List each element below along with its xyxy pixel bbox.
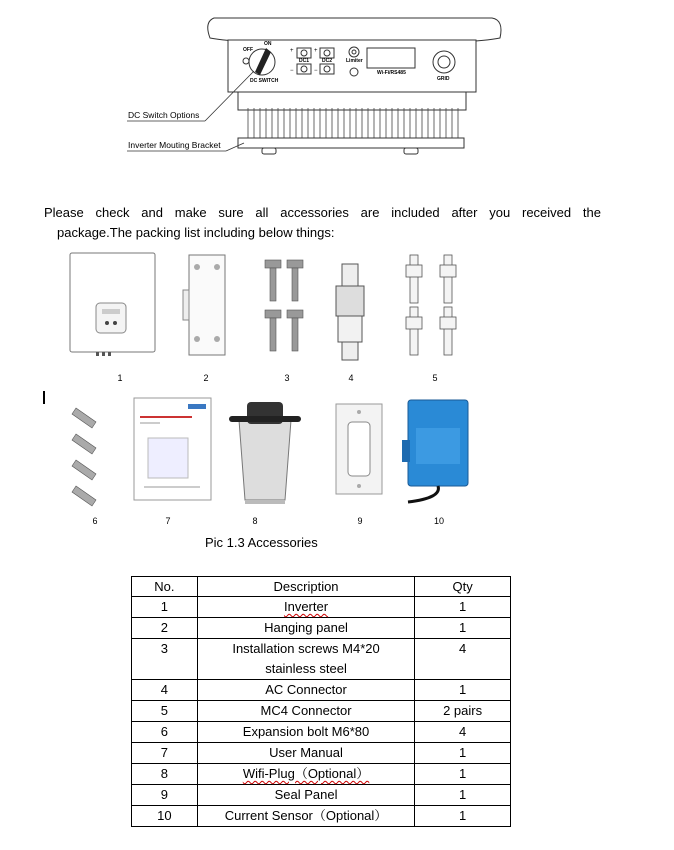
- accessory-number-1: 1: [117, 373, 123, 383]
- inverter-bottom-diagram: [0, 0, 674, 190]
- accessory-7-user-manual-image: [134, 398, 214, 503]
- cell-no: 2: [132, 618, 198, 639]
- accessory-5-mc4-connectors-image: [404, 255, 464, 360]
- accessory-number-5: 5: [432, 373, 438, 383]
- accessory-number-8: 8: [252, 516, 258, 526]
- table-row: [132, 680, 511, 701]
- cell-no: 7: [132, 743, 198, 764]
- intro-line-1: Please check and make sure all accessories are included after you received the: [44, 205, 601, 220]
- table-row: [132, 618, 511, 639]
- cell-description: Hanging panel: [197, 618, 414, 639]
- accessory-3-screws-image: [262, 258, 312, 358]
- table-row: [132, 701, 511, 722]
- cell-description: User Manual: [197, 743, 414, 764]
- switch-off-label: OFF: [243, 47, 253, 53]
- table-row: [132, 785, 511, 806]
- cell-description: MC4 Connector: [197, 701, 414, 722]
- cell-qty: 1: [415, 680, 511, 701]
- table-row: [132, 806, 511, 827]
- accessory-number-4: 4: [348, 373, 354, 383]
- cell-description-line-2: stainless steel: [265, 661, 347, 676]
- accessory-number-2: 2: [203, 373, 209, 383]
- figure-caption: Pic 1.3 Accessories: [205, 535, 318, 550]
- table-row: [132, 597, 511, 618]
- cell-qty: 1: [415, 785, 511, 806]
- accessories-table: [131, 576, 511, 827]
- cell-no: 6: [132, 722, 198, 743]
- text-cursor: [43, 391, 45, 404]
- accessory-2-hanging-panel-image: [183, 255, 233, 360]
- cell-description: Seal Panel: [197, 785, 414, 806]
- table-row: [132, 639, 511, 680]
- dc-switch-label: DC SWITCH: [250, 78, 279, 84]
- table-row: [132, 764, 511, 785]
- bracket-callout: Inverter Mouting Bracket: [128, 140, 221, 150]
- accessory-number-6: 6: [92, 516, 98, 526]
- header-no: No.: [132, 577, 198, 597]
- header-description: Description: [197, 577, 414, 597]
- cell-no: 5: [132, 701, 198, 722]
- dc2-port-label: DC2: [322, 58, 333, 64]
- svg-text:+: +: [290, 48, 294, 54]
- cell-no: 1: [132, 597, 198, 618]
- table-row: [132, 743, 511, 764]
- cell-description-text: Wifi-Plug（Optional）: [242, 766, 370, 781]
- cell-no: 10: [132, 806, 198, 827]
- dc1-port-label: DC1: [299, 58, 310, 64]
- cell-description: AC Connector: [197, 680, 414, 701]
- header-qty: Qty: [415, 577, 511, 597]
- cell-qty: 1: [415, 597, 511, 618]
- cell-no: 8: [132, 764, 198, 785]
- cell-description: Current Sensor（Optional）: [197, 806, 414, 827]
- accessory-4-ac-connector-image: [330, 264, 375, 369]
- cell-no: 3: [132, 639, 198, 680]
- cell-qty: 2 pairs: [415, 701, 511, 722]
- accessory-number-3: 3: [284, 373, 290, 383]
- cell-qty: 1: [415, 806, 511, 827]
- intro-paragraph: [44, 203, 601, 243]
- accessory-8-wifi-plug-image: [225, 400, 305, 510]
- table-header-row: [132, 577, 511, 597]
- cell-qty: 4: [415, 722, 511, 743]
- cell-no: 9: [132, 785, 198, 806]
- cell-no: 4: [132, 680, 198, 701]
- accessory-1-inverter-image: [70, 253, 160, 358]
- intro-line-2: package.The packing list including below things:: [57, 225, 335, 240]
- switch-on-label: ON: [264, 41, 272, 47]
- accessory-10-current-sensor-image: [402, 398, 472, 508]
- cell-description-line-1: Installation screws M4*20: [232, 641, 380, 656]
- accessory-6-expansion-bolts-image: [72, 404, 112, 514]
- svg-text:−: −: [290, 68, 294, 74]
- limiter-port-label: Limiter: [346, 58, 363, 64]
- cell-qty: 1: [415, 618, 511, 639]
- cell-qty: 4: [415, 639, 511, 680]
- cell-qty: 1: [415, 743, 511, 764]
- wifi-port-label: Wi-Fi/RS485: [377, 70, 406, 76]
- accessory-9-seal-panel-image: [336, 404, 386, 499]
- accessory-number-10: 10: [433, 516, 444, 526]
- cell-description-text: Inverter: [283, 599, 329, 614]
- cell-description: [197, 639, 414, 680]
- svg-text:−: −: [314, 68, 318, 74]
- accessory-number-9: 9: [357, 516, 363, 526]
- cell-description: Expansion bolt M6*80: [197, 722, 414, 743]
- table-row: [132, 722, 511, 743]
- accessory-number-7: 7: [165, 516, 171, 526]
- cell-description: [197, 764, 414, 785]
- cell-qty: 1: [415, 764, 511, 785]
- svg-text:+: +: [314, 48, 318, 54]
- dc-switch-callout: DC Switch Options: [128, 110, 200, 120]
- grid-port-label: GRID: [437, 76, 450, 82]
- cell-description: [197, 597, 414, 618]
